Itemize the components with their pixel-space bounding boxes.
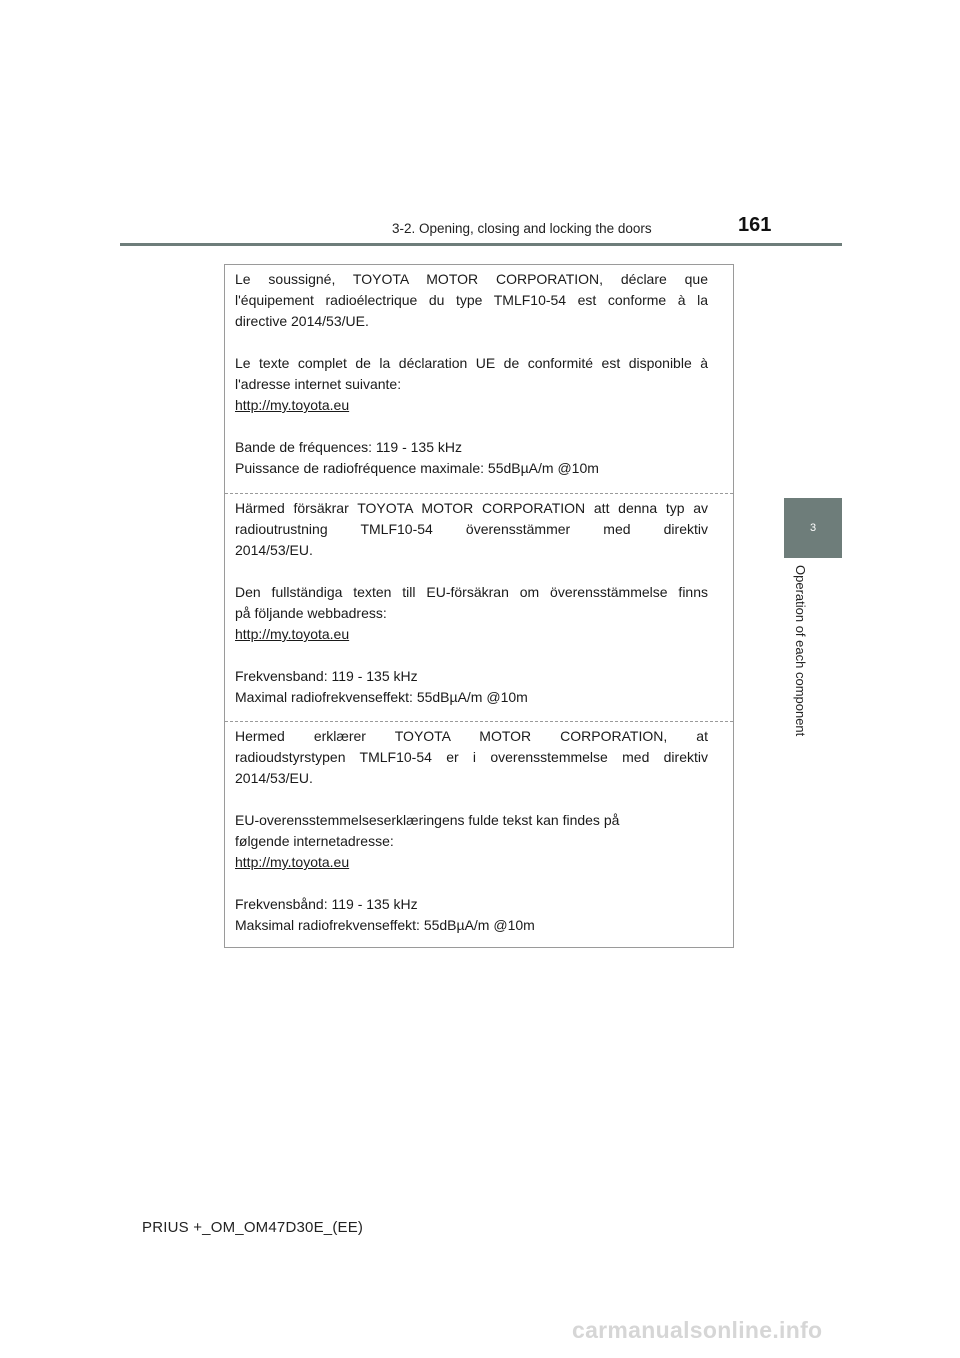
- frequency-band: Frekvensband: 119 - 135 kHz: [235, 668, 418, 684]
- declaration-availability: [235, 353, 708, 416]
- declaration-specs: [235, 894, 708, 936]
- statement-line: radioutrustning TMLF10-54 överensstämmer med direktiv: [235, 521, 708, 537]
- page-number: 161: [738, 214, 772, 236]
- chapter-number: 3: [809, 522, 817, 534]
- statement-line: l'équipement radioélectrique du type TMLF10-54 est conforme à la: [235, 292, 708, 308]
- footer-model-code: PRIUS +_OM_OM47D30E_(EE): [142, 1219, 364, 1236]
- statement-line: directive 2014/53/UE.: [235, 313, 369, 329]
- availability-line: l'adresse internet suivante:: [235, 376, 402, 392]
- availability-line: på följande webbadress:: [235, 605, 387, 621]
- declaration-url-link[interactable]: http://my.toyota.eu: [235, 854, 350, 870]
- max-power: Maximal radiofrekvenseffekt: 55dBµA/m @10m: [235, 689, 528, 705]
- max-power: Maksimal radiofrekvenseffekt: 55dBµA/m @10m: [235, 917, 535, 933]
- statement-line: 2014/53/EU.: [235, 542, 313, 558]
- page-header-title: 3-2. Opening, closing and locking the doors: [392, 221, 652, 236]
- declaration-statement: [235, 726, 708, 789]
- declaration-url-link[interactable]: http://my.toyota.eu: [235, 626, 350, 642]
- statement-line: Härmed försäkrar TOYOTA MOTOR CORPORATION att denna typ av: [235, 500, 708, 516]
- statement-line: Hermed erklærer TOYOTA MOTOR CORPORATION, at: [235, 728, 708, 744]
- availability-line: Den fullständiga texten till EU-försäkran om överensstämmelse finns: [235, 584, 708, 600]
- declaration-specs: [235, 666, 708, 708]
- declaration-section-sv: [225, 493, 733, 721]
- availability-line: EU-overensstemmelseserklæringens fulde tekst kan findes på: [235, 812, 620, 828]
- availability-line: følgende internetadresse:: [235, 833, 394, 849]
- declaration-availability: [235, 810, 708, 873]
- frequency-band: Frekvensbånd: 119 - 135 kHz: [235, 896, 418, 912]
- chapter-title: Operation of each component: [793, 565, 808, 737]
- statement-line: 2014/53/EU.: [235, 770, 313, 786]
- declaration-availability: [235, 582, 708, 645]
- frequency-band: Bande de fréquences: 119 - 135 kHz: [235, 439, 463, 455]
- availability-line: Le texte complet de la déclaration UE de conformité est disponible à: [235, 355, 708, 371]
- declaration-specs: [235, 437, 708, 479]
- declaration-box: [224, 264, 734, 948]
- statement-line: radioudstyrstypen TMLF10-54 er i overensstemmelse med direktiv: [235, 749, 708, 765]
- declaration-section-da: [225, 721, 733, 947]
- chapter-tab[interactable]: [784, 498, 842, 558]
- declaration-statement: [235, 498, 708, 561]
- declaration-url-link[interactable]: http://my.toyota.eu: [235, 397, 350, 413]
- statement-line: Le soussigné, TOYOTA MOTOR CORPORATION, déclare que: [235, 271, 708, 287]
- declaration-section-fr: [225, 265, 733, 493]
- declaration-statement: [235, 269, 708, 332]
- watermark: carmanualsonline.info: [572, 1317, 823, 1343]
- max-power: Puissance de radiofréquence maximale: 55dBµA/m @10m: [235, 460, 599, 476]
- header-rule: [120, 243, 842, 246]
